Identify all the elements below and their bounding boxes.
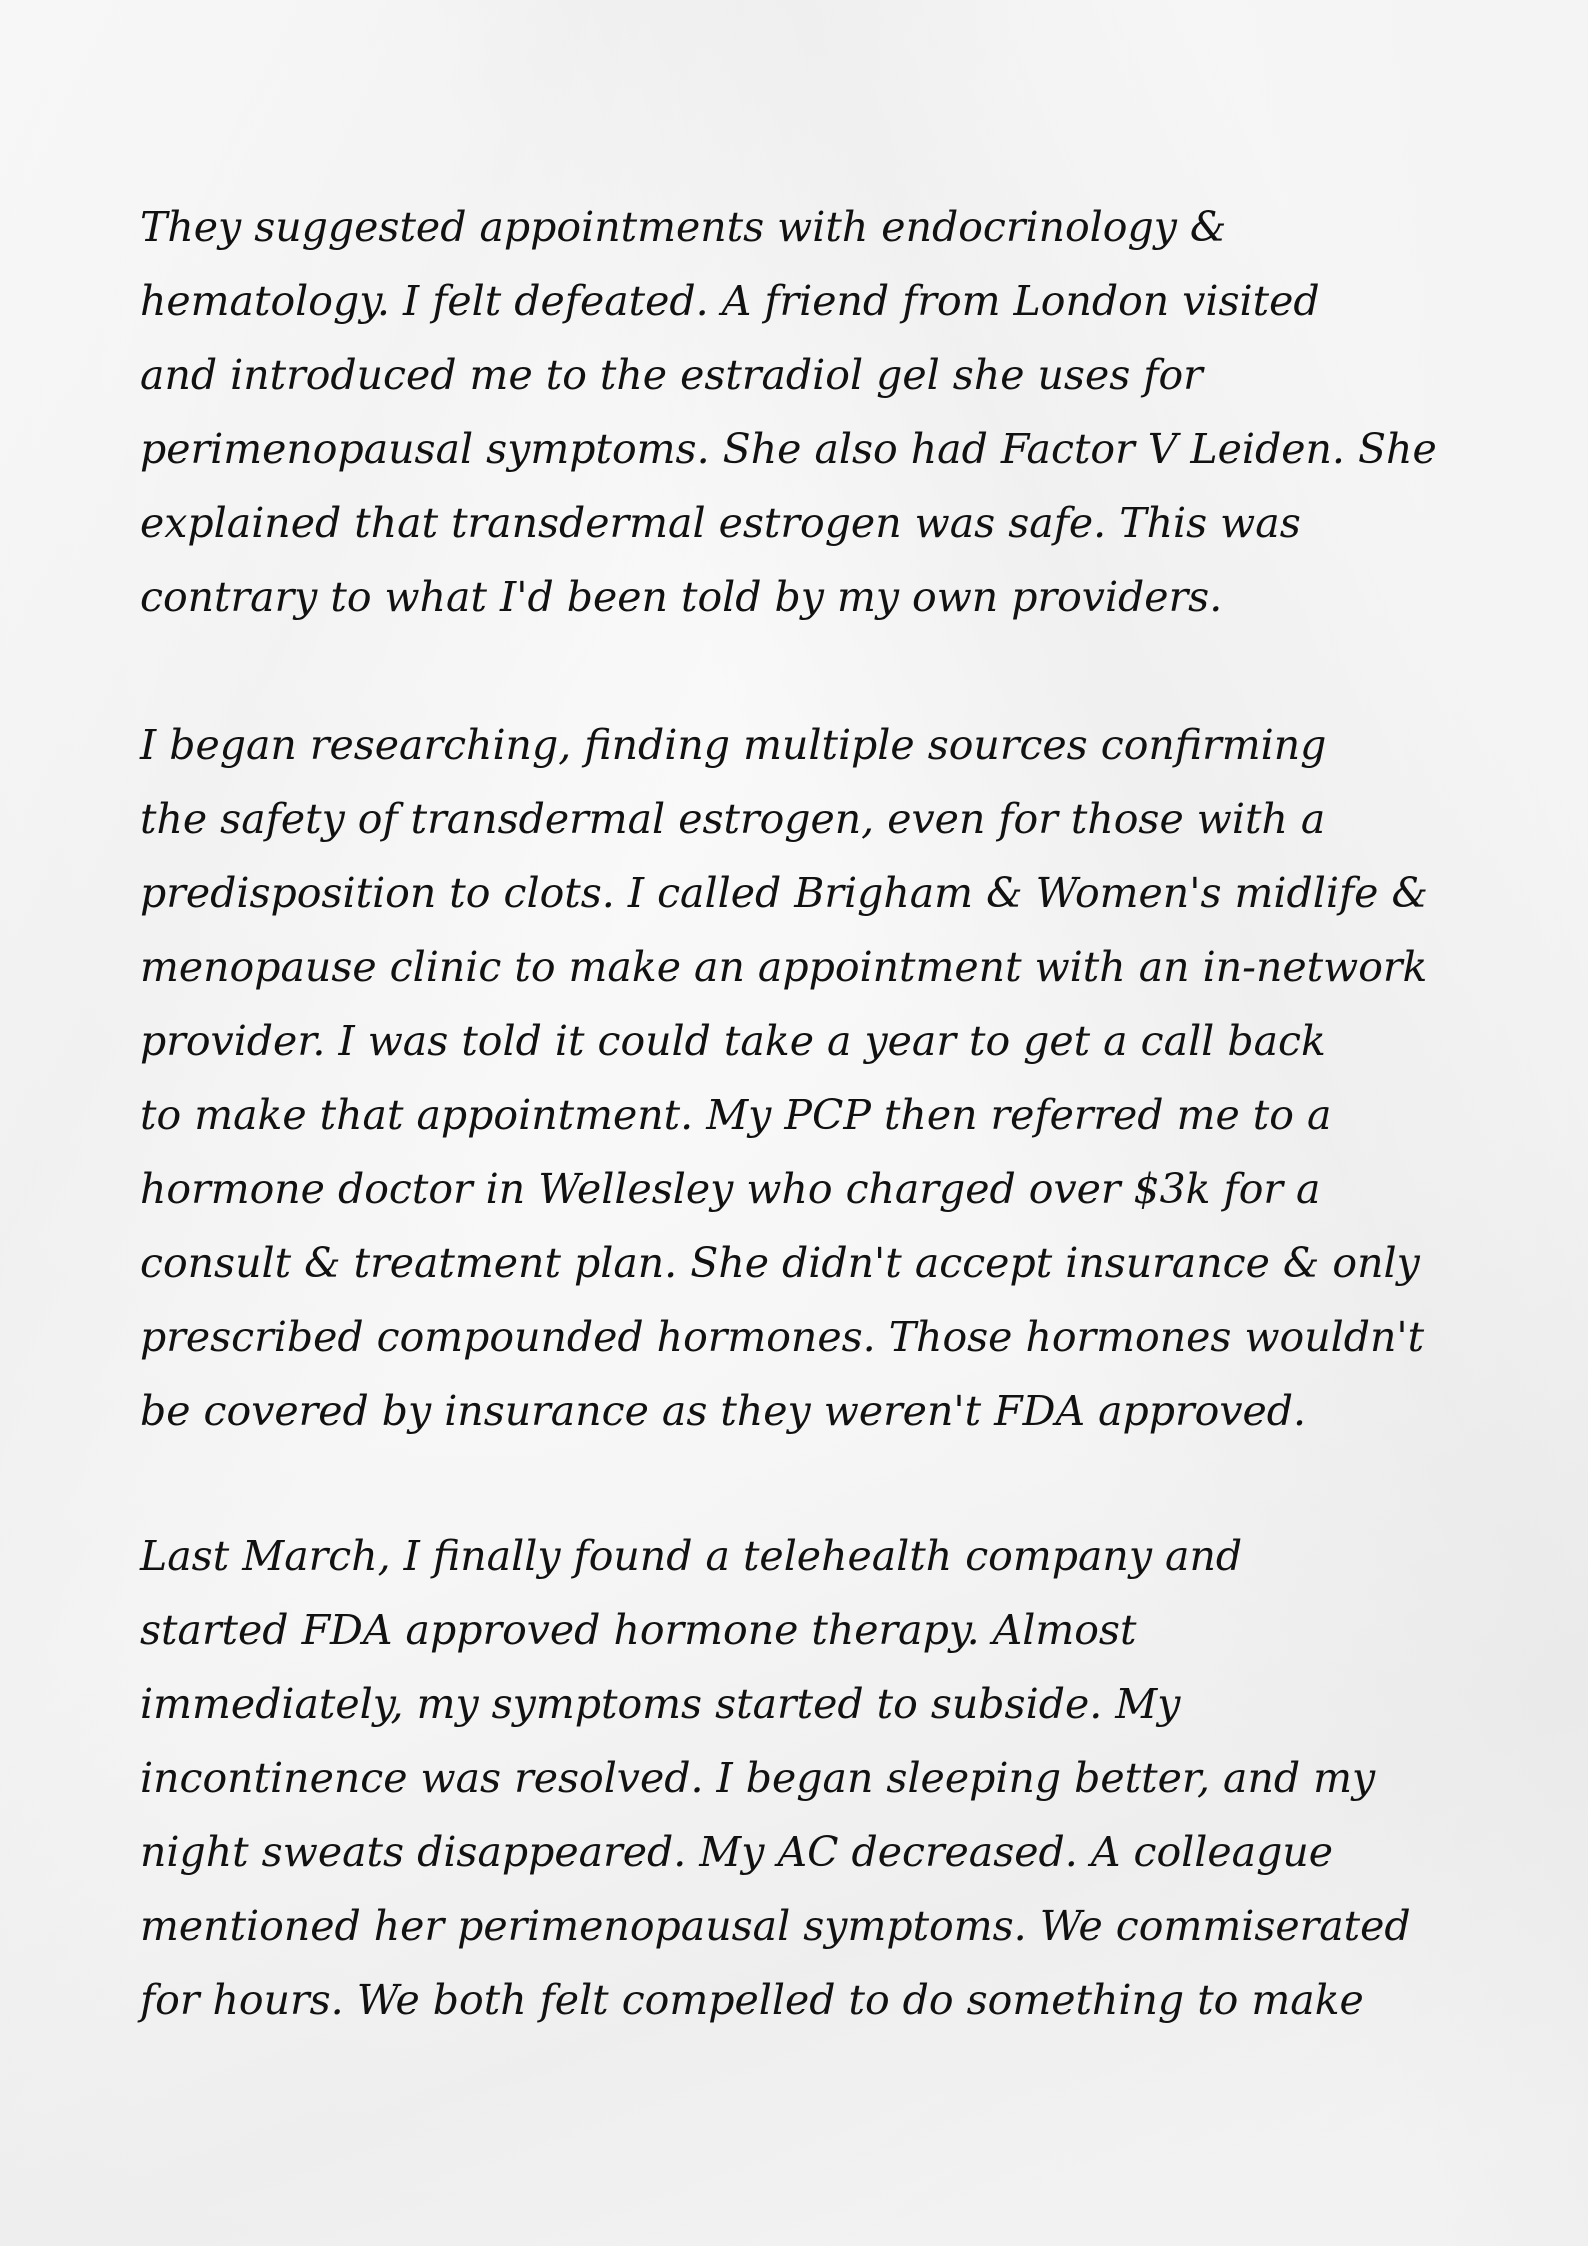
paragraph-2 xyxy=(140,708,1480,1448)
text-line: contrary to what I'd been told by my own providers. xyxy=(140,573,1223,621)
text-line: They suggested appointments with endocrinology & xyxy=(140,203,1227,251)
text-line: Last March, I finally found a telehealth company and xyxy=(140,1532,1243,1580)
paragraph-3 xyxy=(140,1519,1480,2037)
text-line: explained that transdermal estrogen was safe. This was xyxy=(140,499,1301,547)
text-line: mentioned her perimenopausal symptoms. We commiserated xyxy=(140,1902,1411,1950)
text-line: consult & treatment plan. She didn't accept insurance & only xyxy=(140,1239,1420,1287)
text-line: incontinence was resolved. I began sleeping better, and my xyxy=(140,1754,1376,1802)
text-line: be covered by insurance as they weren't FDA approved. xyxy=(140,1387,1307,1435)
text-line: perimenopausal symptoms. She also had Factor V Leiden. She xyxy=(140,425,1437,473)
text-line: I began researching, finding multiple sources confirming xyxy=(140,721,1327,769)
text-line: started FDA approved hormone therapy. Almost xyxy=(140,1606,1137,1654)
text-line: prescribed compounded hormones. Those hormones wouldn't xyxy=(140,1313,1425,1361)
text-line: predisposition to clots. I called Brigham & Women's midlife & xyxy=(140,869,1428,917)
text-line: immediately, my symptoms started to subside. My xyxy=(140,1680,1181,1728)
text-line: menopause clinic to make an appointment with an in-network xyxy=(140,943,1428,991)
text-line: night sweats disappeared. My AC decreased. A colleague xyxy=(140,1828,1334,1876)
text-line: and introduced me to the estradiol gel she uses for xyxy=(140,351,1203,399)
text-line: the safety of transdermal estrogen, even for those with a xyxy=(140,795,1326,843)
text-line: hormone doctor in Wellesley who charged over $3k for a xyxy=(140,1165,1321,1213)
text-line: hematology. I felt defeated. A friend from London visited xyxy=(140,277,1320,325)
text-line: to make that appointment. My PCP then referred me to a xyxy=(140,1091,1332,1139)
text-line: provider. I was told it could take a year to get a call back xyxy=(140,1017,1326,1065)
text-line: for hours. We both felt compelled to do something to make xyxy=(140,1976,1364,2024)
paragraph-1 xyxy=(140,190,1480,634)
